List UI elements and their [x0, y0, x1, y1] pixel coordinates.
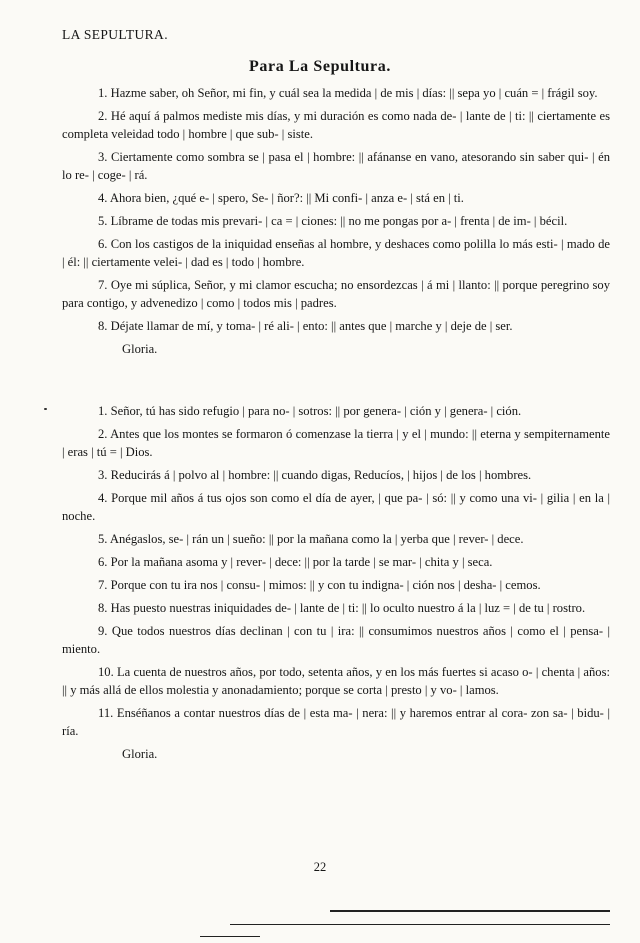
verse: 6. Por la mañana asoma y | rever- | dece: || por la tarde | se mar- | chita y | seca. [98, 555, 493, 569]
verse: 5. Líbrame de todas mis prevari- | ca = | ciones: || no me pongas por a- | frenta | de im- | bécil. [98, 214, 568, 228]
verse: 5. Anégaslos, se- | rán un | sueño: || por la mañana como la | yerba que | rever- | dece. [98, 532, 524, 546]
verse: 9. Que todos nuestros días declinan | con tu | ira: || consumimos nuestros años | como el | pensa- | miento. [62, 624, 610, 656]
verse: 7. Oye mi súplica, Señor, y mi clamor escucha; no ensordezcas | á mi | llanto: || porque peregrino soy para contigo, y advenedizo | como | todos mis | padres. [62, 278, 610, 310]
verse: 1. Señor, tú has sido refugio | para no- | sotros: || por genera- | ción y | genera- | ción. [98, 404, 522, 418]
verse: 3. Reducirás á | polvo al | hombre: || cuando digas, Reducíos, | hijos | de los | hombres. [98, 468, 532, 482]
verse: 3. Ciertamente como sombra se | pasa el | hombre: || afánanse en vano, atesorando sin saber qui- | én lo re- | coge- | rá. [62, 150, 610, 182]
running-head: LA SEPULTURA. [62, 27, 168, 42]
verse: 1. Hazme saber, oh Señor, mi fin, y cuál sea la medida | de mis | días: || sepa yo | cuán = | frágil soy. [98, 86, 598, 100]
psalm-section-1 [62, 84, 610, 363]
verse: 6. Con los castigos de la iniquidad enseñas al hombre, y deshaces como polilla lo más esti- | mado de | él: || ciertamente velei- | dad es | todo | hombre. [62, 237, 610, 269]
psalm-section-2 [62, 402, 610, 768]
gloria-line: Gloria. [122, 342, 158, 356]
hymn-title: Para La Sepultura. [249, 58, 391, 75]
verse: 11. Enséñanos a contar nuestros días de | esta ma- | nera: || y haremos entrar al cora- zon sa- | bidu- | ría. [62, 706, 610, 738]
page-number: 22 [313, 860, 327, 874]
verse: 7. Porque con tu ira nos | consu- | mimos: || y con tu indigna- | ción nos | desha- | cemos. [98, 578, 541, 592]
verse: 10. La cuenta de nuestros años, por todo, setenta años, y en los más fuertes si acaso o- | chenta | años: || y más allá de ellos molestia y anonadamiento; porque se corta | presto | y vo- | lamos. [62, 665, 610, 697]
printer-rule [200, 936, 260, 937]
verse: 4. Porque mil años á tus ojos son como el día de ayer, | que pa- | só: || y como una vi- | gilia | en la | noche. [62, 491, 610, 523]
stray-mark [44, 408, 47, 410]
verse: 2. Antes que los montes se formaron ó comenzase la tierra | y el | mundo: || eterna y sempiternamente | eras | tú = | Dios. [62, 427, 610, 459]
gloria-line: Gloria. [122, 747, 158, 761]
verse: 8. Has puesto nuestras iniquidades de- | lante de | ti: || lo oculto nuestro á la | luz = | de tu | rostro. [98, 601, 586, 615]
verse: 8. Déjate llamar de mí, y toma- | ré ali- | ento: || antes que | marche y | deje de | ser. [98, 319, 513, 333]
printer-rule [330, 910, 610, 912]
verse: 4. Ahora bien, ¿qué e- | spero, Se- | ñor?: || Mi confi- | anza e- | stá en | ti. [98, 191, 464, 205]
verse: 2. Hé aquí á palmos mediste mis días, y mi duración es como nada de- | lante de | ti: || ciertamente es completa veleidad todo | hombre | que sub- | siste. [62, 109, 610, 141]
printer-rule [230, 924, 610, 925]
